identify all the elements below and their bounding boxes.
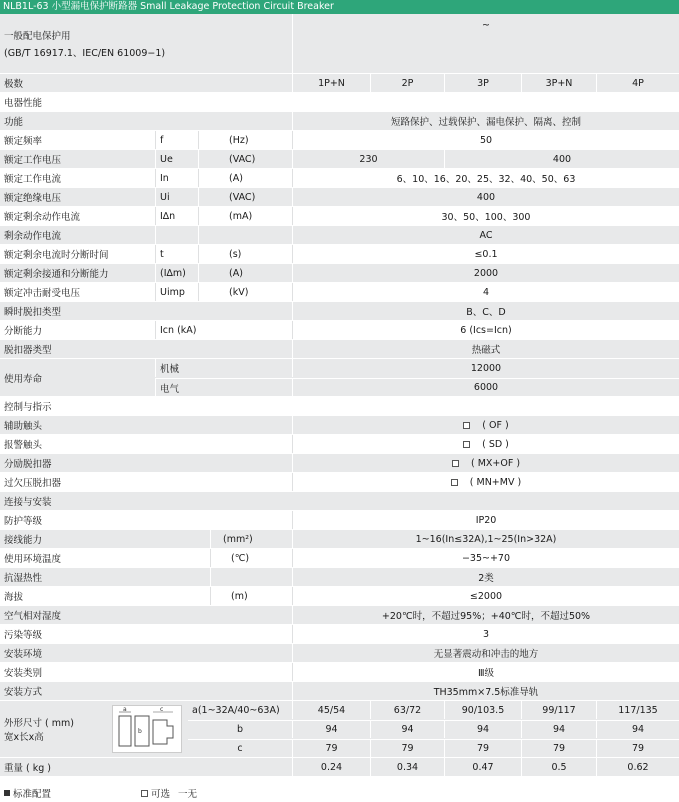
row-value: 3 (292, 625, 679, 643)
dims-b-1pn: 94 (292, 720, 370, 738)
row-label: 分励脱扣器 (4, 459, 52, 470)
section-electrical (0, 93, 679, 112)
alarm-row (0, 435, 679, 454)
legend-standard: 标准配置 (13, 789, 52, 800)
altitude-row (0, 587, 679, 606)
row-label: 重量 ( kg ) (4, 763, 52, 774)
row-symbol: t (155, 245, 198, 263)
dims-c-2p: 79 (370, 739, 444, 757)
row-value: ( SD ) (482, 438, 509, 450)
weight-3pn: 0.5 (521, 758, 596, 776)
row-label: 额定剩余接通和分断能力 (4, 269, 109, 280)
protection-row (0, 511, 679, 530)
row-value: 4 (292, 283, 679, 301)
row-value: Ⅲ级 (292, 663, 679, 681)
pole-4p: 4P (596, 74, 679, 92)
insulation-row (0, 188, 679, 207)
dimensions-row (0, 701, 679, 758)
breaking-row (0, 321, 679, 340)
row-label: 瞬时脱扣类型 (4, 307, 62, 318)
row-label: 使用环境温度 (4, 554, 62, 565)
dims-c-3p: 79 (444, 739, 521, 757)
dims-b-3p: 94 (444, 720, 521, 738)
row-value: ≤2000 (292, 587, 679, 605)
voltage-row (0, 150, 679, 169)
humidity-row (0, 606, 679, 625)
row-label: 额定工作电压 (4, 155, 62, 166)
row-label: 过欠压脱扣器 (4, 478, 62, 489)
standard-square-icon (4, 790, 10, 796)
mounting-row (0, 682, 679, 701)
standard-label: (GB/T 16917.1、IEC/EN 61009−1) (4, 48, 166, 59)
poles-row (0, 74, 679, 93)
pole-1pn: 1P+N (292, 74, 370, 92)
aux-row (0, 416, 679, 435)
diagram-label-a: a (123, 705, 127, 713)
row-value-wrap (292, 416, 679, 434)
row-value: −35~+70 (292, 549, 679, 567)
function-row (0, 112, 679, 131)
legend-optional: 可选 (151, 789, 171, 800)
weight-row (0, 758, 679, 777)
diagram-label-c: c (160, 705, 164, 713)
dims-a-1pn: 45/54 (292, 701, 370, 719)
row-symbol: Uimp (155, 283, 198, 301)
ac-symbol: ~ (292, 14, 679, 73)
trip-row (0, 302, 679, 321)
row-value: 1~16(In≤32A),1~25(In>32A) (292, 530, 679, 548)
row-value: 2000 (292, 264, 679, 282)
section-electrical-label: 电器性能 (4, 98, 43, 109)
row-unit: (Hz) (198, 131, 292, 149)
row-label: 抗湿热性 (4, 573, 43, 584)
row-label: 安装环境 (4, 649, 43, 660)
row-label: 额定剩余电流时分断时间 (4, 250, 109, 261)
dims-b-2p: 94 (370, 720, 444, 738)
row-value: ( OF ) (482, 419, 509, 431)
diagram-label-b: b (138, 727, 142, 735)
dims-a-3pn: 99/117 (521, 701, 596, 719)
row-value: 30、50、100、300 (292, 207, 679, 225)
row-value: 50 (292, 131, 679, 149)
row-unit: (m) (210, 587, 292, 605)
dims-b-4p: 94 (596, 720, 679, 738)
row-unit: (VAC) (198, 188, 292, 206)
dims-a-2p: 63/72 (370, 701, 444, 719)
row-symbol: f (155, 131, 198, 149)
section-connection-label: 连接与安装 (4, 497, 52, 508)
row-label: 额定绝缘电压 (4, 193, 62, 204)
row-unit: (A) (198, 169, 292, 187)
row-symbol: In (155, 169, 198, 187)
voltage-multi: 400 (444, 150, 679, 168)
optional-checkbox-icon (451, 479, 458, 486)
row-value: AC (292, 226, 679, 244)
row-value: ( MX+OF ) (470, 457, 521, 469)
row-value: ≤0.1 (292, 245, 679, 263)
row-label: 报警触头 (4, 440, 43, 451)
row-label: 海拔 (4, 592, 24, 603)
row-value: 无显著震动和冲击的地方 (292, 644, 679, 662)
row-label: 功能 (4, 117, 24, 128)
make-break-row (0, 264, 679, 283)
row-label: 辅助触头 (4, 421, 43, 432)
row-value: B、C、D (292, 302, 679, 320)
shunt-row (0, 454, 679, 473)
voltage-single: 230 (292, 150, 444, 168)
row-symbol: Icn (kA) (155, 321, 292, 339)
optional-square-icon (141, 790, 148, 797)
pole-2p: 2P (370, 74, 444, 92)
breaker-outline-icon (113, 706, 181, 753)
row-value: 热磁式 (292, 340, 679, 358)
row-label: 额定频率 (4, 136, 43, 147)
legend (0, 786, 679, 800)
residual-row (0, 207, 679, 226)
usage-label: 一般配电保护用 (4, 31, 71, 42)
row-unit: (℃) (210, 549, 292, 567)
optional-checkbox-icon (463, 441, 470, 448)
row-value: 6、10、16、20、25、32、40、50、63 (292, 169, 679, 187)
wiring-row (0, 530, 679, 549)
row-value: TH35mm×7.5标准导轨 (292, 682, 679, 700)
current-row (0, 169, 679, 188)
weight-1pn: 0.24 (292, 758, 370, 776)
row-symbol: Ue (155, 150, 198, 168)
pollution-row (0, 625, 679, 644)
spec-table (0, 14, 679, 777)
category-row (0, 663, 679, 682)
release-row (0, 340, 679, 359)
row-unit: (mm²) (210, 530, 292, 548)
pole-3pn: 3P+N (521, 74, 596, 92)
weight-3p: 0.47 (444, 758, 521, 776)
dims-sublabel: 宽x长x高 (4, 732, 44, 743)
dims-b-3pn: 94 (521, 720, 596, 738)
row-label: 空气相对湿度 (4, 611, 62, 622)
row-value: 短路保护、过载保护、漏电保护、隔离、控制 (292, 112, 679, 130)
dims-c-4p: 79 (596, 739, 679, 757)
poles-label: 极数 (4, 79, 24, 90)
optional-checkbox-icon (452, 460, 459, 467)
dims-c-label: c (188, 739, 292, 757)
standards-row (0, 14, 679, 74)
row-unit: (mA) (198, 207, 292, 225)
impulse-row (0, 283, 679, 302)
row-label: 额定冲击耐受电压 (4, 288, 81, 299)
row-label: 分断能力 (4, 326, 43, 337)
row-value-wrap (292, 435, 679, 453)
dims-a-4p: 117/135 (596, 701, 679, 719)
row-symbol: (I∆m) (155, 264, 198, 282)
row-value-wrap (292, 454, 679, 472)
row-label: 接线能力 (4, 535, 43, 546)
section-connection (0, 492, 679, 511)
row-label: 安装方式 (4, 687, 43, 698)
row-label: 防护等级 (4, 516, 43, 527)
freq-row (0, 131, 679, 150)
legend-none: 一无 (178, 789, 198, 800)
dims-a-3p: 90/103.5 (444, 701, 521, 719)
section-control (0, 397, 679, 416)
row-label: 安装类别 (4, 668, 43, 679)
row-value: 6 (Ics=Icn) (292, 321, 679, 339)
weight-4p: 0.62 (596, 758, 679, 776)
row-label: 使用寿命 (4, 373, 43, 385)
row-value: +20℃时，不超过95%；+40℃时，不超过50% (292, 606, 679, 624)
uv-row (0, 473, 679, 492)
row-value: ( MN+MV ) (469, 476, 522, 488)
row-value-wrap (292, 473, 679, 491)
row-label: 额定工作电流 (4, 174, 62, 185)
dims-b-label: b (188, 720, 292, 738)
life-mech-label: 机械 (155, 359, 292, 377)
residual-type-row (0, 226, 679, 245)
break-time-row (0, 245, 679, 264)
row-label: 剩余动作电流 (4, 231, 62, 242)
life-elec-label: 电气 (155, 378, 292, 396)
dims-c-3pn: 79 (521, 739, 596, 757)
life-elec-value: 6000 (292, 378, 679, 396)
row-label: 污染等级 (4, 630, 43, 641)
row-value: IP20 (292, 511, 679, 529)
temp-row (0, 549, 679, 568)
pole-3p: 3P (444, 74, 521, 92)
row-unit: (s) (198, 245, 292, 263)
header-bar (0, 0, 679, 14)
life-mech-value: 12000 (292, 359, 679, 377)
row-label: 脱扣器类型 (4, 345, 52, 356)
row-label: 额定剩余动作电流 (4, 212, 81, 223)
header-title: NLB1L-63 小型漏电保护断路器 Small Leakage Protection Circuit Breaker (3, 1, 334, 12)
optional-checkbox-icon (463, 422, 470, 429)
row-unit: (A) (198, 264, 292, 282)
row-symbol: I∆n (155, 207, 198, 225)
row-value: 400 (292, 188, 679, 206)
row-unit: (VAC) (198, 150, 292, 168)
row-symbol: Ui (155, 188, 198, 206)
dimension-diagram (112, 705, 182, 753)
life-row (0, 359, 679, 397)
row-value: 2类 (292, 568, 679, 586)
env-row (0, 644, 679, 663)
dims-c-1pn: 79 (292, 739, 370, 757)
section-control-label: 控制与指示 (4, 402, 52, 413)
weight-2p: 0.34 (370, 758, 444, 776)
dims-a-label: a(1~32A/40~63A) (192, 704, 280, 716)
damp-row (0, 568, 679, 587)
dims-label: 外形尺寸 ( mm) (4, 718, 74, 729)
row-unit: (kV) (198, 283, 292, 301)
